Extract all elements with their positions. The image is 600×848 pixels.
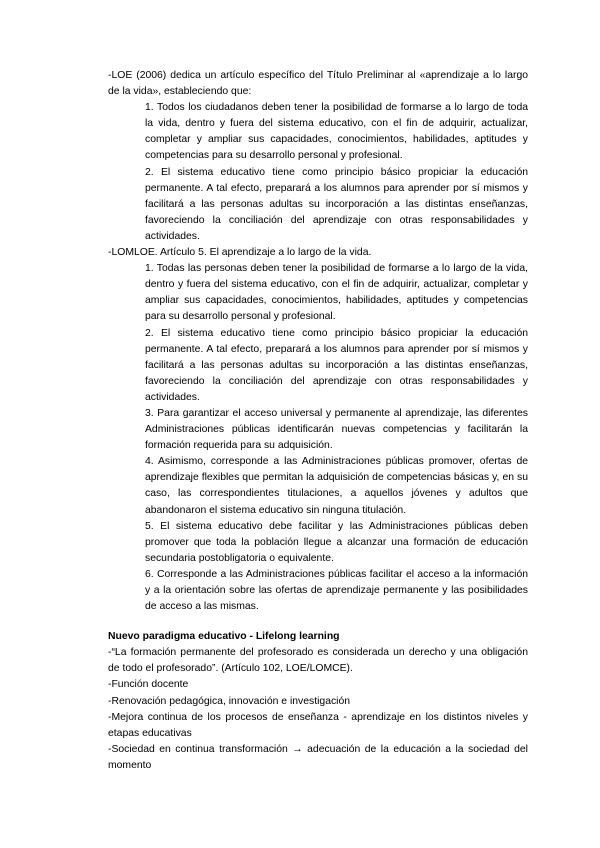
paradigm-line-4: -Mejora continua de los procesos de enseñanza - aprendizaje en los distintos niveles y etapas educativas [108,711,528,739]
paradigm-line-2: -Función docente [108,679,189,691]
section-heading: Nuevo paradigma educativo - Lifelong learning [108,631,340,643]
lomloe-item-2: 2. El sistema educativo tiene como principio básico propiciar la educación permanente. A tal efecto, preparará a los alumnos para aprender por sí mismos y facilitará a las personas adultas su incorporación a las distintas enseñanzas, favoreciendo la conciliación del aprendizaje con otras responsabilidades y actividades. [145,327,528,403]
lomloe-item-5: 5. El sistema educativo debe facilitar y las Administraciones públicas deben promover que toda la población llegue a alcanzar una formación de educación secundaria postobligatoria o equivalente. [145,520,528,564]
loe-item-2: 2. El sistema educativo tiene como principio básico propiciar la educación permanente. A tal efecto, preparará a los alumnos para aprender por sí mismos y facilitará a las personas adultas su incorporación a las distintas enseñanzas, favoreciendo la conciliación del aprendizaje con otras responsabilidades y actividades. [145,166,528,242]
lomloe-item-4: 4. Asimismo, corresponde a las Administraciones públicas promover, ofertas de aprendizaje flexibles que permitan la adquisición de competencias básicas y, en su caso, las correspondientes titulaciones, a aquellos jóvenes y adultos que abandonaron el sistema educativo sin ninguna titulación. [145,456,528,516]
document-page [108,68,528,774]
loe-item-1: 1. Todos los ciudadanos deben tener la posibilidad de formarse a lo largo de toda la vida, dentro y fuera del sistema educativo, con el fin de adquirir, actualizar, completar y ampliar sus capacidades, conocimientos, habilidades, aptitudes y competencias para su desarrollo personal y profesional. [145,102,528,162]
paradigm-line-5: -Sociedad en continua transformación → adecuación de la educación a la sociedad del momento [108,743,528,771]
lomloe-item-3: 3. Para garantizar el acceso universal y permanente al aprendizaje, las diferentes Administraciones públicas identificarán nuevas competencias y facilitarán la formación requerida para su adquisición. [145,407,528,452]
lomloe-item-1: 1. Todas las personas deben tener la posibilidad de formarse a lo largo de la vida, dentro y fuera del sistema educativo, con el fin de adquirir, actualizar, completar y ampliar sus capacidades, conocimientos, habilidades, aptitudes y competencias para su desarrollo personal y profesional. [145,263,528,323]
paradigm-line-1: -“La formación permanente del profesorado es considerada un derecho y una obligación de todo el profesorado”. (Artículo 102, LOE/LOMCE). [108,647,528,675]
lomloe-item-6: 6. Corresponde a las Administraciones públicas facilitar el acceso a la información y a la orientación sobre las ofertas de aprendizaje permanente y las posibilidades de acceso a las mismas. [145,568,528,613]
loe-intro: -LOE (2006) dedica un artículo específico del Título Preliminar al «aprendizaje a lo largo de la vida», estableciendo que: [108,70,528,98]
lomloe-intro: -LOMLOE. Artículo 5. El aprendizaje a lo largo de la vida. [108,247,372,259]
paradigm-line-3: -Renovación pedagógica, innovación e investigación [108,695,351,707]
